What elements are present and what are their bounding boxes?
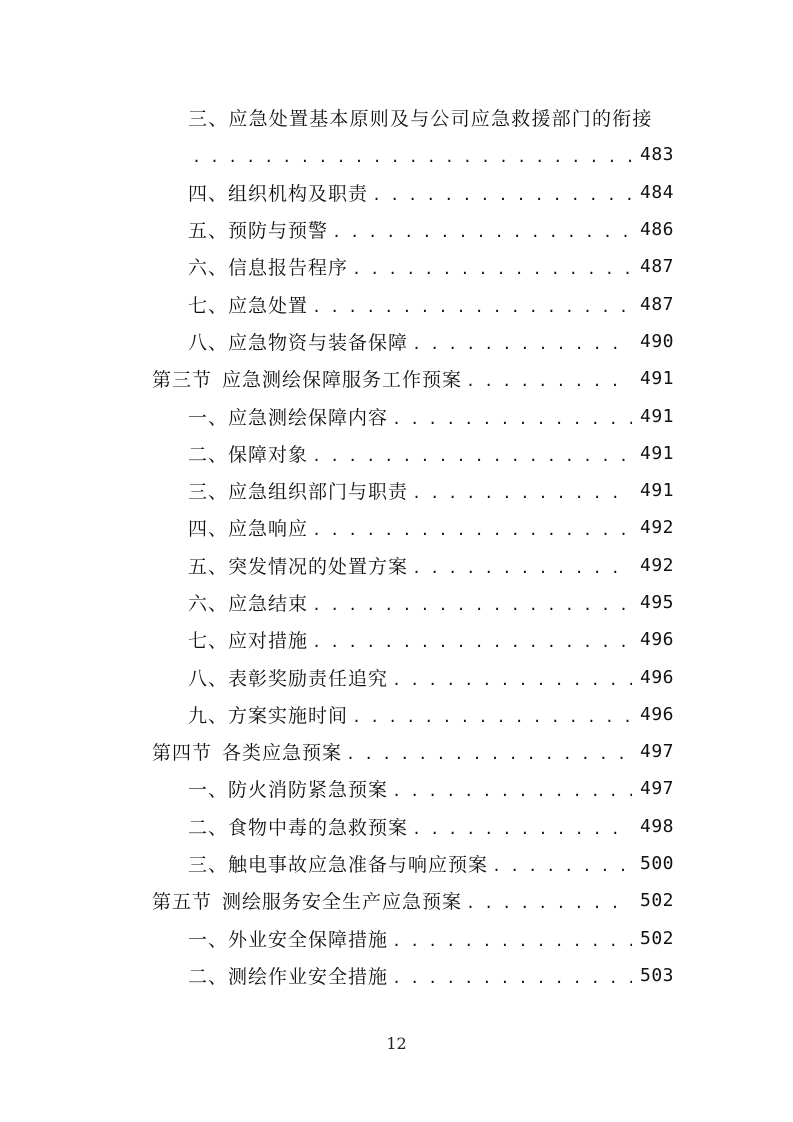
toc-entry-label [188,962,388,989]
dot-leader [372,188,632,203]
toc-entry-label [188,477,408,504]
toc-section-entry[interactable] [152,360,674,397]
dot-leader [332,225,632,240]
toc-entry-title: 一、应急测绘保障内容 [188,406,389,429]
toc-entry-title: 一、外业安全保障措施 [188,928,389,951]
toc-entry[interactable] [152,696,674,733]
toc-entry-page: 492 [639,517,674,539]
toc-entry-page: 502 [639,890,674,912]
dot-leader [312,300,632,315]
toc-entry[interactable] [152,472,674,509]
toc-entry[interactable] [152,397,674,434]
toc-entry-label [188,813,408,840]
toc-entry-page: 486 [639,219,674,241]
toc-entry-page: 500 [639,853,674,875]
toc-entry[interactable] [152,808,674,845]
toc-entry-label [188,179,368,206]
toc-entry-page: 484 [639,181,674,203]
toc-entry[interactable] [152,658,674,695]
toc-entry-title: 七、应对措施 [188,630,309,653]
toc-entry-label [152,365,462,392]
toc-entry-title: 三、触电事故应急准备与响应预案 [188,854,489,877]
toc-entry-title: 六、应急结束 [188,593,309,615]
dot-leader [346,747,632,762]
dot-leader [192,150,632,165]
toc-entry-label [152,887,462,914]
toc-entry-page: 497 [639,741,674,763]
dot-leader [392,673,632,688]
toc-entry-page: 496 [639,666,674,688]
toc-entry-page: 492 [639,554,674,576]
toc-entry-label [188,775,388,802]
toc-entry-title: 九、方案实施时间 [188,704,349,727]
toc-entry-title: 二、食物中毒的急救预案 [188,816,409,839]
toc-entry-label [188,664,388,691]
toc-entry-label [188,291,308,318]
toc-entry-label [188,589,308,616]
toc-entry-label [188,552,408,579]
toc-entry[interactable] [152,435,674,472]
toc-entry-page: 487 [639,256,674,278]
toc-section-entry[interactable] [152,733,674,770]
toc-entry-page: 502 [639,927,674,949]
toc-entry-page: 483 [639,144,674,166]
dot-leader [312,598,632,613]
toc-entry-title: 八、应急物资与装备保障 [188,331,409,354]
toc-entry-label [188,701,348,728]
dot-leader [352,262,632,277]
page-number: 12 [386,1034,407,1053]
toc-entry-label [188,328,408,355]
toc-entry-title: 四、组织机构及职责 [188,182,369,205]
toc-section-number: 第五节 [152,891,213,914]
dot-leader [392,971,632,986]
toc-entry-title: 各类应急预案 [222,742,343,765]
toc-section-number: 第四节 [152,742,213,765]
toc-entry-page: 491 [639,405,674,427]
table-of-contents [152,99,674,994]
dot-leader [392,412,632,427]
toc-entry-title: 六、信息报告程序 [188,257,349,280]
toc-entry[interactable] [152,845,674,882]
toc-entry[interactable] [152,211,674,248]
toc-entry-title: 三、应急组织部门与职责 [188,481,409,504]
toc-entry[interactable] [152,584,674,621]
toc-entry-label [188,253,348,280]
toc-entry[interactable] [152,285,674,322]
toc-entry-page: 496 [639,629,674,651]
toc-entry-title: 二、测绘作业安全措施 [188,965,389,988]
dot-leader [412,561,632,576]
toc-entry-label [188,850,488,877]
dot-leader [412,822,632,837]
toc-entry[interactable] [152,509,674,546]
toc-entry-label [188,514,308,541]
dot-leader [412,337,632,352]
toc-entry-page: 497 [639,778,674,800]
toc-entry-page: 487 [639,293,674,315]
toc-entry[interactable] [152,621,674,658]
toc-section-entry[interactable] [152,882,674,919]
toc-entry[interactable] [152,323,674,360]
dot-leader [392,934,632,949]
toc-entry-page: 498 [639,815,674,837]
toc-entry-label [188,403,388,430]
toc-entry-label [188,626,308,653]
toc-entry-page: 491 [639,480,674,502]
toc-entry-label [188,440,308,467]
toc-entry[interactable] [152,770,674,807]
dot-leader [312,523,632,538]
toc-entry-title: 五、突发情况的处置方案 [188,555,409,578]
toc-entry-label: 三、应急处置基本原则及与公司应急救援部门的衔接 [188,108,653,131]
dot-leader [312,635,632,650]
dot-leader [312,449,632,464]
toc-entry-label [152,738,342,765]
toc-entry-page: 491 [639,368,674,390]
toc-entry-title: 七、应急处置 [188,294,309,317]
toc-entry-title: 八、表彰奖励责任追究 [188,667,389,690]
toc-entry-title: 五、预防与预警 [188,220,329,243]
toc-section-number: 第三节 [152,369,213,392]
toc-entry[interactable] [152,174,674,211]
toc-entry-wrapped[interactable] [152,99,674,136]
toc-entry-label [188,925,388,952]
dot-leader [466,896,632,911]
dot-leader [352,710,632,725]
toc-entry-page: 495 [639,592,674,613]
toc-entry-page: 491 [639,442,674,464]
toc-entry-title: 二、保障对象 [188,443,309,466]
toc-entry-title: 一、防火消防紧急预案 [188,779,389,802]
toc-entry[interactable] [152,248,674,285]
dot-leader [392,784,632,799]
toc-entry[interactable] [152,547,674,584]
toc-entry-label [188,216,328,243]
toc-entry-page: 490 [639,330,674,352]
toc-entry-page: 503 [639,964,674,986]
toc-entry[interactable] [152,920,674,957]
toc-entry-continuation[interactable] [152,136,674,173]
dot-leader [492,859,632,874]
toc-entry-title: 应急测绘保障服务工作预案 [222,369,463,392]
toc-entry-page: 496 [639,703,674,725]
toc-entry-title: 测绘服务安全生产应急预案 [222,891,463,914]
toc-entry-title: 四、应急响应 [188,518,309,541]
toc-entry[interactable] [152,957,674,994]
dot-leader [466,374,632,389]
dot-leader [412,486,632,501]
